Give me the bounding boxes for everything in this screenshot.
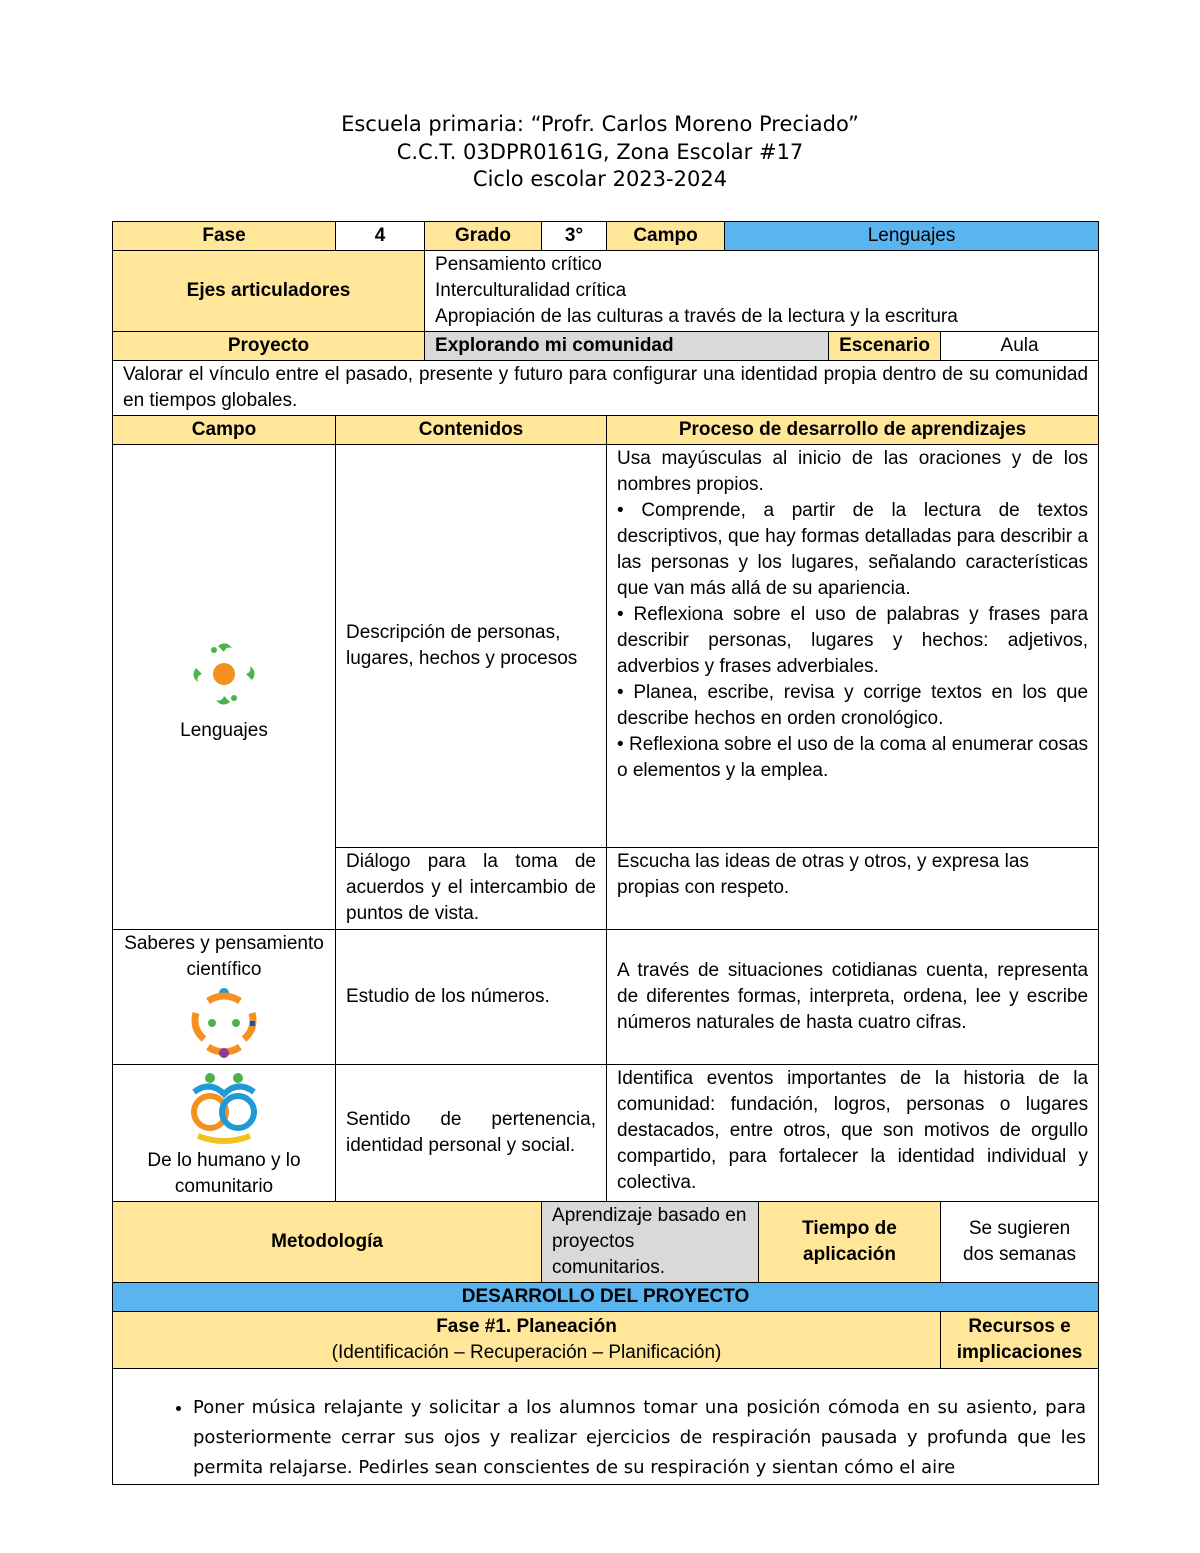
planning-table	[112, 221, 1099, 1485]
escenario-label: Escenario	[829, 332, 941, 361]
saberes-icon	[186, 987, 262, 1059]
school-cycle: Ciclo escolar 2023-2024	[472, 167, 728, 191]
school-cct: C.C.T. 03DPR0161G, Zona Escolar #17	[396, 140, 804, 164]
contenido-descripcion: Descripción de personas, lugares, hechos y procesos	[336, 445, 607, 848]
proceso-pertenencia: Identifica eventos importantes de la historia de la comunidad: fundación, logros, personas o lugares destacados, entre otros, que son motivos de orgullo compartido, para fortalecer la identidad individual y colectiva.	[607, 1065, 1099, 1202]
fase1-title: Fase #1. Planeación	[436, 1316, 617, 1337]
eje-item: Apropiación de las culturas a través de la lectura y la escritura	[435, 306, 958, 327]
fase-value: 4	[336, 222, 425, 251]
proceso-item: • Planea, escribe, revisa y corrige textos en los que describe hechos en orden cronológico.	[617, 682, 1089, 729]
campo-humano	[113, 1065, 336, 1202]
contenido-pertenencia: Sentido de pertenencia, identidad personal y social.	[336, 1065, 607, 1202]
lenguajes-icon	[184, 634, 264, 714]
contenido-dialogo: Diálogo para la toma de acuerdos y el intercambio de puntos de vista.	[336, 848, 607, 930]
proceso-item: Usa mayúsculas al inicio de las oraciones y de los nombres propios.	[617, 448, 1089, 495]
ejes-label: Ejes articuladores	[113, 251, 425, 332]
eje-item: Pensamiento crítico	[435, 254, 602, 275]
proceso-lenguajes	[607, 445, 1099, 848]
eje-item: Interculturalidad crítica	[435, 280, 627, 301]
fase1-content	[113, 1369, 1099, 1485]
grado-value: 3°	[542, 222, 607, 251]
project-objective: Valorar el vínculo entre el pasado, presente y futuro para configurar una identidad propia dentro de su comunidad en tiempos globales.	[113, 361, 1099, 416]
fase1-header	[113, 1312, 941, 1369]
tiempo-label: Tiempo de aplicación	[759, 1202, 941, 1283]
campo-humano-label: De lo humano y lo comunitario	[147, 1150, 301, 1197]
school-name: Escuela primaria: “Profr. Carlos Moreno Preciado”	[341, 112, 859, 136]
contenido-numeros: Estudio de los números.	[336, 930, 607, 1065]
activity-item: • Poner música relajante y solicitar a los alumnos tomar una posición cómoda en su asiento, para posteriormente cerrar sus ojos y realizar ejercicios de respiración pausada y profunda que les permita relajarse. Pedirles sean conscientes de su respiración y sientan cómo el aire	[193, 1393, 1086, 1483]
desarrollo-title: DESARROLLO DEL PROYECTO	[113, 1283, 1099, 1312]
metodologia-label: Metodología	[113, 1202, 542, 1283]
metodologia-value: Aprendizaje basado en proyectos comunitarios.	[542, 1202, 759, 1283]
campo-saberes-label: Saberes y pensamiento científico	[124, 933, 324, 980]
campo-label: Campo	[607, 222, 725, 251]
proceso-item: • Reflexiona sobre el uso de la coma al enumerar cosas o elementos y la emplea.	[617, 734, 1089, 781]
fase-label: Fase	[113, 222, 336, 251]
proyecto-label: Proyecto	[113, 332, 425, 361]
campo-lenguajes	[113, 445, 336, 930]
grado-label: Grado	[425, 222, 542, 251]
proyecto-value: Explorando mi comunidad	[425, 332, 829, 361]
fase1-subtitle: (Identificación – Recuperación – Planificación)	[331, 1342, 722, 1363]
proceso-dialogo: Escucha las ideas de otras y otros, y expresa las propias con respeto.	[607, 848, 1099, 930]
humano-icon	[186, 1070, 262, 1144]
proceso-item: • Reflexiona sobre el uso de palabras y frases para describir personas, lugares y hechos: adjetivos, adverbios y frases adverbiales.	[617, 604, 1089, 677]
proceso-item: • Comprende, a partir de la lectura de textos descriptivos, que hay formas detalladas para describir a las personas y los lugares, señalando características que van más allá de su apariencia.	[617, 500, 1089, 599]
ejes-list	[425, 251, 1099, 332]
campo-lenguajes-label: Lenguajes	[180, 720, 268, 741]
col-header-campo: Campo	[113, 416, 336, 445]
campo-value: Lenguajes	[725, 222, 1099, 251]
escenario-value: Aula	[941, 332, 1099, 361]
col-header-contenidos: Contenidos	[336, 416, 607, 445]
recursos-label: Recursos e implicaciones	[941, 1312, 1099, 1369]
tiempo-value: Se sugieren dos semanas	[941, 1202, 1099, 1283]
proceso-numeros: A través de situaciones cotidianas cuenta, representa de diferentes formas, interpreta, ordena, lee y escribe números naturales de hasta cuatro cifras.	[607, 930, 1099, 1065]
col-header-proceso: Proceso de desarrollo de aprendizajes	[607, 416, 1099, 445]
campo-saberes	[113, 930, 336, 1065]
